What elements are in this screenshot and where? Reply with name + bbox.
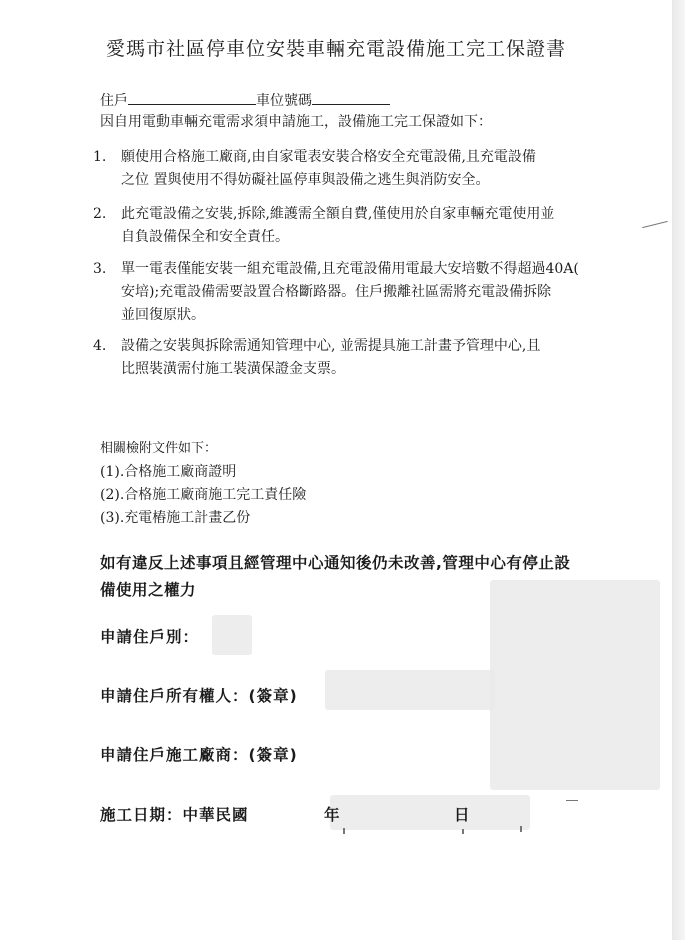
space-label: 車位號碼 [256,93,312,109]
date-label: 施工日期：中華民國 [100,806,249,824]
document-title: 愛瑪市社區停車位安裝車輛充電設備施工完工保證書 [105,38,566,60]
clause-line: 比照裝潢需付施工裝潢保證金支票。 [121,361,345,377]
contractor-signature-label: 申請住戶施工廠商：(簽章) [100,746,298,764]
year-label: 年 [324,806,341,824]
clause-line: 安培);充電設備需要設置合格斷路器。住戶搬離社區需將充電設備拆除 [121,284,552,300]
applicant-unit-label: 申請住戶別： [100,628,200,646]
scan-dot [566,800,578,801]
clause-number: 1. [93,149,107,165]
clause-number: 2. [93,206,107,222]
attachment-item: (3).充電樁施工計畫乙份 [100,510,251,526]
attachment-item: (2).合格施工廠商施工完工責任險 [100,487,307,503]
clause-number: 3. [93,261,107,277]
clause-line: 並回復原狀。 [121,307,205,323]
scan-dot [462,829,464,834]
pen-mark [642,221,667,228]
scan-smudge [325,670,495,710]
resident-blank [128,90,256,105]
space-blank [312,90,390,105]
warning-line: 如有違反上述事項且經管理中心通知後仍未改善,管理中心有停止設 [100,554,571,572]
clause-number: 4. [93,338,107,354]
scan-dot [343,828,345,834]
clause-line: 自負設備保全和安全責任。 [121,229,289,245]
intro-text: 因自用電動車輛充電需求須申請施工，設備施工完工保證如下： [100,114,492,130]
page-edge [672,0,685,940]
resident-line [100,90,390,110]
attachments-heading: 相關檢附文件如下： [100,441,218,456]
clause-line: 願使用合格施工廠商,由自家電表安裝合格安全充電設備,且充電設備 [121,149,536,165]
resident-label: 住戶 [100,93,128,109]
clause-line: 之位 置與使用不得妨礙社區停車與設備之逃生與消防安全。 [121,172,490,188]
clause-line: 單一電表僅能安裝一組充電設備,且充電設備用電最大安培數不得超過40A( [121,261,579,277]
owner-signature-label: 申請住戶所有權人：(簽章) [100,687,298,705]
attachment-item: (1).合格施工廠商證明 [100,464,237,480]
scan-smudge [330,795,530,830]
scan-smudge [212,615,252,655]
day-label: 日 [454,806,471,824]
clause-line: 此充電設備之安裝,拆除,維護需全額自費,僅使用於自家車輛充電使用並 [121,206,555,222]
scan-dot [520,826,522,832]
scan-smudge [490,580,660,790]
warning-line: 備使用之權力 [100,581,197,599]
clause-line: 設備之安裝與拆除需通知管理中心, 並需提具施工計畫予管理中心,且 [121,338,541,354]
